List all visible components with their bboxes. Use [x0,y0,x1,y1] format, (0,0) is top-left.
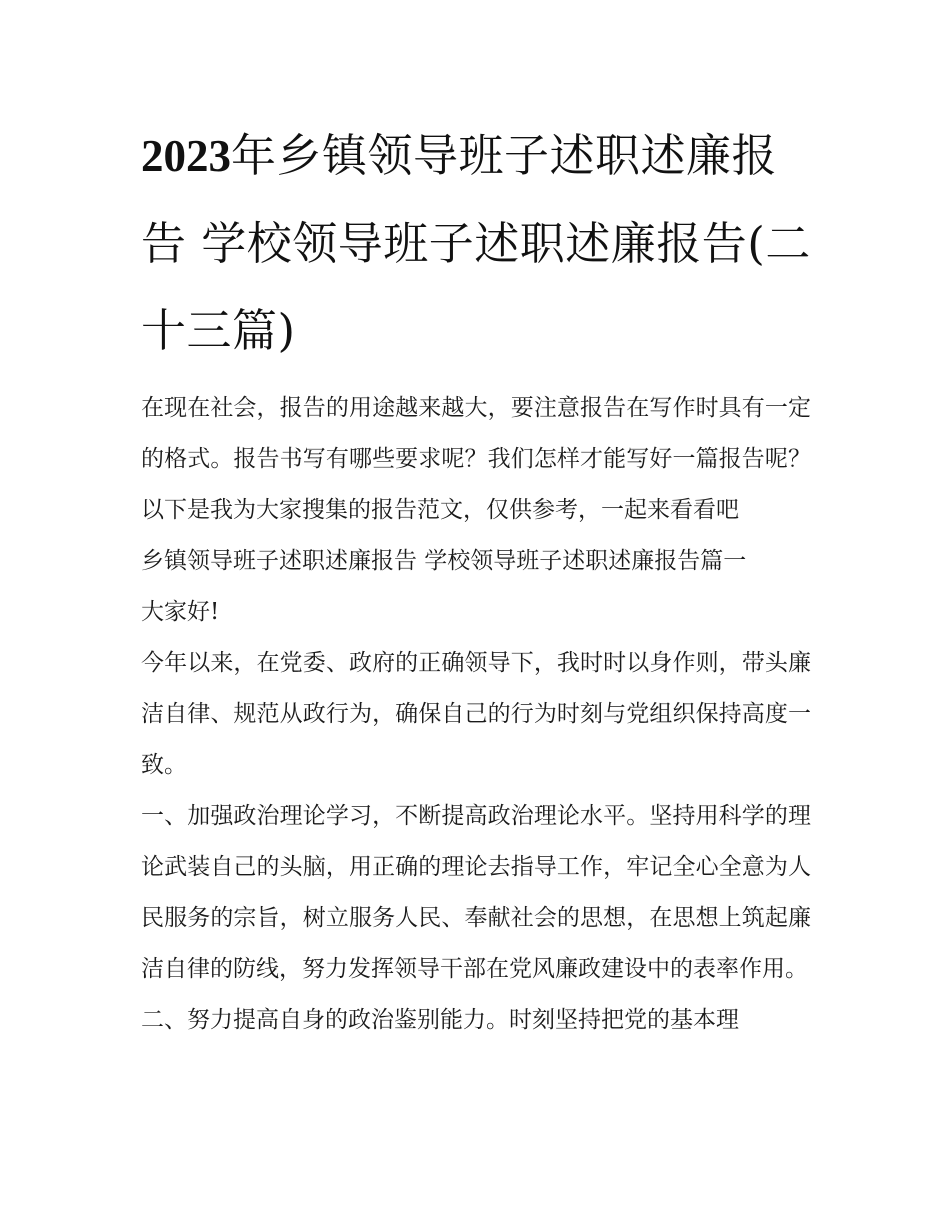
title-text: 年乡镇领导班子述职述廉报告 学校领导班子述职述廉报告(二十三篇) [141,129,811,357]
body-paragraph-point-one: 一、加强政治理论学习，不断提高政治理论水平。坚持用科学的理论武装自己的头脑，用正确的理论去指导工作，牢记全心全意为人民服务的宗旨，树立服务人民、奉献社会的思想，在思想上筑起廉洁自律的防线，努力发挥领导干部在党风廉政建设中的表率作用。 [141,803,811,982]
document-body [141,112,811,1046]
greeting-paragraph: 大家好! [141,599,220,625]
body-paragraph-point-two: 二、努力提高自身的政治鉴别能力。时刻坚持把党的基本理 [141,1007,739,1033]
title-year: 2023 [141,131,231,181]
body-paragraph: 今年以来，在党委、政府的正确领导下，我时时以身作则，带头廉洁自律、规范从政行为，确保自己的行为时刻与党组织保持高度一致。 [141,650,811,778]
section-heading: 乡镇领导班子述职述廉报告 学校领导班子述职述廉报告篇一 [141,548,747,574]
intro-paragraph: 在现在社会，报告的用途越来越大，要注意报告在写作时具有一定的格式。报告书写有哪些要求呢？我们怎样才能写好一篇报告呢？以下是我为大家搜集的报告范文，仅供参考，一起来看看吧 [141,395,811,523]
document-title [141,112,811,374]
